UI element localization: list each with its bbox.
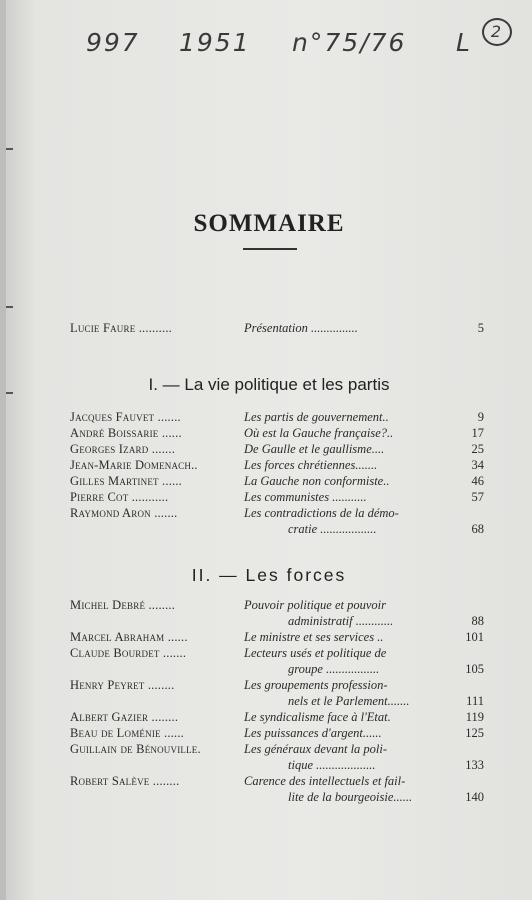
toc-page: 34 xyxy=(471,458,484,472)
toc-page: 88 xyxy=(471,614,484,628)
toc-page: 25 xyxy=(471,442,484,456)
toc-title: Pouvoir politique et pouvoir xyxy=(244,598,386,612)
title-underline xyxy=(243,248,297,250)
toc-page: 125 xyxy=(465,726,484,740)
document-page xyxy=(6,0,532,900)
binding-mark xyxy=(6,306,13,308)
toc-author: Claude Bourdet ....... xyxy=(70,646,187,660)
toc-title-continued: nels et le Parlement....... xyxy=(288,694,410,708)
toc-title: Les forces chrétiennes....... xyxy=(244,458,378,472)
handwritten-annotation xyxy=(86,18,516,68)
toc-author: Pierre Cot ........... xyxy=(70,490,169,504)
toc-title-continued: lite de la bourgeoisie...... xyxy=(288,790,413,804)
toc-author: Raymond Aron ....... xyxy=(70,506,178,520)
toc-title: Les communistes ........... xyxy=(244,490,367,504)
page-title: SOMMAIRE xyxy=(193,210,345,237)
toc-title: Les contradictions de la démo- xyxy=(244,506,399,520)
toc-author: Albert Gazier ........ xyxy=(70,710,179,724)
toc-title-continued: administratif ............ xyxy=(288,614,394,628)
toc-title: Le ministre et ses services .. xyxy=(244,630,384,644)
toc-author: Jacques Fauvet ....... xyxy=(70,410,181,424)
toc-title-continued: tique ................... xyxy=(288,758,376,772)
toc-title: Lecteurs usés et politique de xyxy=(244,646,387,660)
toc-title: De Gaulle et le gaullisme.... xyxy=(244,442,385,456)
toc-page: 68 xyxy=(471,522,484,536)
toc-page: 105 xyxy=(465,662,484,676)
toc-author: Jean-Marie Domenach.. xyxy=(70,458,198,472)
toc-title: Présentation ............... xyxy=(244,321,358,335)
toc-author: André Boissarie ...... xyxy=(70,426,182,440)
toc-page: 46 xyxy=(471,474,484,488)
handwritten-ref: n°75/76 xyxy=(292,28,407,57)
toc-title: Carence des intellectuels et fail- xyxy=(244,774,406,788)
handwritten-year: 1951 xyxy=(179,28,251,57)
toc-page: 111 xyxy=(466,694,484,708)
toc-page: 133 xyxy=(465,758,484,772)
toc-author: Michel Debré ........ xyxy=(70,598,176,612)
toc-title: Le syndicalisme face à l'Etat. xyxy=(244,710,391,724)
toc-author: Marcel Abraham ...... xyxy=(70,630,188,644)
toc-author: Gilles Martinet ...... xyxy=(70,474,182,488)
toc-title: Les puissances d'argent...... xyxy=(244,726,382,740)
section-heading: II. — Les forces xyxy=(191,565,347,585)
toc-author: Guillain de Bénouville. xyxy=(70,742,201,756)
toc-author: Henry Peyret ........ xyxy=(70,678,175,692)
toc-author: Robert Salève ........ xyxy=(70,774,180,788)
toc-title-continued: cratie .................. xyxy=(288,522,377,536)
toc-author: Lucie Faure .......... xyxy=(70,321,172,335)
toc-title-continued: groupe ................. xyxy=(288,662,380,676)
toc-title: Les partis de gouvernement.. xyxy=(244,410,389,424)
handwritten-letter: L xyxy=(456,28,472,57)
toc-title: La Gauche non conformiste.. xyxy=(244,474,390,488)
toc-page: 101 xyxy=(465,630,484,644)
toc-page: 9 xyxy=(477,410,484,424)
section-heading: I. — La vie politique et les partis xyxy=(148,375,390,394)
toc-page: 5 xyxy=(477,321,484,335)
handwritten-circled-number: 2 xyxy=(482,18,512,46)
toc-title: Les groupements profession- xyxy=(244,678,388,692)
binding-mark xyxy=(6,148,13,150)
toc-page: 140 xyxy=(465,790,484,804)
toc-author: Georges Izard ....... xyxy=(70,442,176,456)
toc-page: 119 xyxy=(465,710,484,724)
toc-page: 17 xyxy=(471,426,484,440)
toc-title: Les généraux devant la poli- xyxy=(244,742,388,756)
handwritten-number: 997 xyxy=(86,28,140,57)
toc-page: 57 xyxy=(471,490,484,504)
toc-author: Beau de Loménie ...... xyxy=(70,726,184,740)
toc-title: Où est la Gauche française?.. xyxy=(244,426,394,440)
